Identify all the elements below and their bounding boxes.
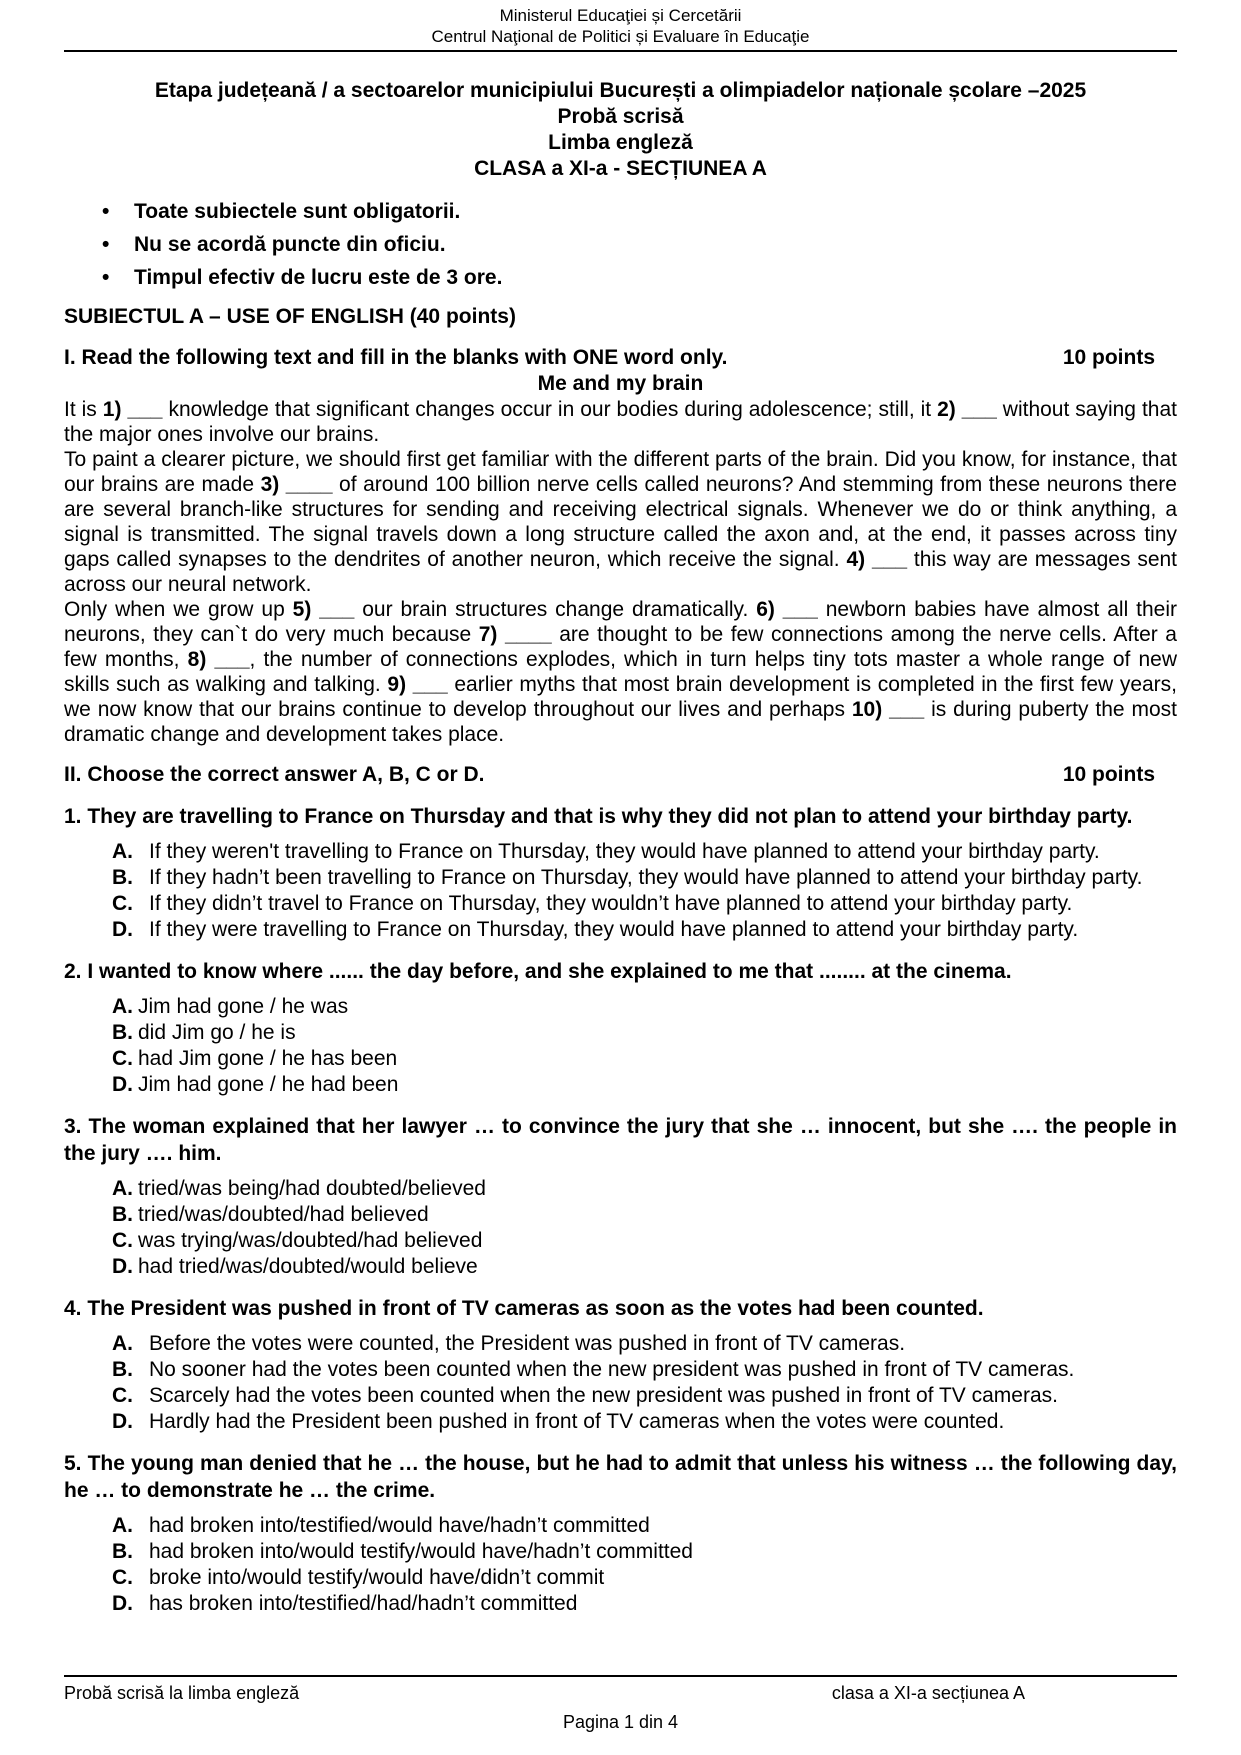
cloze-title: Me and my brain	[537, 372, 704, 395]
task1-points: 10 points	[1062, 346, 1155, 369]
cloze-blank-marker: 8) ___	[187, 648, 250, 671]
exam-rules	[64, 199, 1177, 291]
option-letter: D.	[112, 1410, 133, 1433]
task2-header	[64, 762, 1177, 788]
footer-left: Probă scrisă la limba engleză	[64, 1683, 300, 1703]
cloze-blank-marker: 2) ___	[937, 398, 997, 421]
option-text: had tried/was/doubted/would believe	[138, 1255, 478, 1278]
question-block	[64, 803, 1177, 943]
question-block	[64, 1450, 1177, 1617]
cloze-text-run: newborn babies have almost all their neurons, they can`t do very much because	[64, 598, 1177, 646]
question-stem: 3. The woman explained that her lawyer … to convince the jury that she … innocent, but she …. the people in the jury …. him.	[64, 1115, 1177, 1165]
option-letter: A.	[112, 840, 133, 863]
cloze-blank-marker: 1) ___	[102, 398, 163, 421]
question-block	[64, 1113, 1177, 1280]
option-text: has broken into/testified/had/hadn’t committed	[149, 1592, 578, 1615]
cloze-text-run: earlier myths that most brain development is completed in the first few years, we now know that our brains continue to develop throughout our lives and perhaps	[64, 673, 1178, 721]
option-letter: A.	[112, 1332, 133, 1355]
page-number: Pagina 1 din 4	[562, 1712, 679, 1732]
option-text: Hardly had the President been pushed in front of TV cameras when the votes were counted.	[149, 1410, 1005, 1433]
option-row	[112, 1591, 1177, 1617]
cloze-text-run: , the number of connections explodes, which in turn helps tiny tots master a whole range of new skills such as walking and talking.	[64, 648, 1177, 696]
question-stem: 1. They are travelling to France on Thursday and that is why they did not plan to attend your birthday party.	[64, 805, 1133, 828]
option-letter: B.	[112, 1021, 133, 1044]
option-text: tried/was/doubted/had believed	[138, 1203, 429, 1226]
cloze-blank-marker: 9) ___	[387, 673, 448, 696]
option-text: Jim had gone / he was	[138, 995, 349, 1018]
option-letter: D.	[112, 1073, 133, 1096]
option-row	[112, 1228, 1177, 1254]
exam-stage-title: Etapa județeană / a sectoarelor municipiului București a olimpiadelor naționale școlare –2025	[154, 79, 1087, 102]
cloze-blank-marker: 3) ____	[260, 473, 333, 496]
option-row	[112, 1254, 1177, 1280]
option-text: was trying/was/doubted/had believed	[138, 1229, 483, 1252]
ministry-line2: Centrul Naţional de Politici și Evaluare în Educaţie	[431, 27, 810, 46]
option-text: Jim had gone / he had been	[138, 1073, 399, 1096]
footer-rule	[64, 1675, 1177, 1677]
footer-row	[64, 1682, 1177, 1704]
option-letter: A.	[112, 1514, 133, 1537]
option-text: If they weren't travelling to France on Thursday, they would have planned to attend your birthday party.	[149, 840, 1100, 863]
option-row	[112, 1331, 1177, 1357]
options-list	[112, 1176, 1177, 1280]
exam-subject: Limba engleză	[548, 131, 693, 154]
option-letter: A.	[112, 1177, 133, 1200]
subject-a-heading: SUBIECTUL A – USE OF ENGLISH (40 points)	[64, 305, 516, 328]
options-list	[112, 1513, 1177, 1617]
cloze-text-run: without saying that the major ones involve our brains.	[64, 398, 1177, 446]
option-letter: C.	[112, 1384, 133, 1407]
cloze-text-run: is during puberty the most dramatic change and development takes place.	[64, 698, 1177, 746]
option-row	[112, 1357, 1177, 1383]
option-row	[112, 1513, 1177, 1539]
option-row	[112, 1383, 1177, 1409]
option-row	[112, 1202, 1177, 1228]
option-letter: B.	[112, 866, 133, 889]
options-list	[112, 994, 1177, 1098]
question-stem: 5. The young man denied that he … the house, but he had to admit that unless his witness … the following day, he … to demonstrate he … the crime.	[64, 1452, 1177, 1502]
option-row	[112, 1176, 1177, 1202]
option-letter: B.	[112, 1358, 133, 1381]
option-text: If they didn’t travel to France on Thursday, they wouldn’t have planned to attend your birthday party.	[149, 892, 1073, 915]
option-letter: D.	[112, 918, 133, 941]
option-row	[112, 891, 1177, 917]
cloze-text-run: Only when we grow up	[64, 598, 293, 621]
cloze-text	[64, 397, 1177, 747]
question-stem: 4. The President was pushed in front of TV cameras as soon as the votes had been counted.	[64, 1297, 984, 1320]
option-text: had Jim gone / he has been	[138, 1047, 398, 1070]
cloze-text-run: are thought to be few connections among the nerve cells. After a few months,	[64, 623, 1177, 671]
options-list	[112, 1331, 1177, 1435]
option-row	[112, 1539, 1177, 1565]
ministry-header	[64, 5, 1177, 52]
option-text: tried/was being/had doubted/believed	[138, 1177, 486, 1200]
task2-instruction: II. Choose the correct answer A, B, C or D.	[64, 763, 485, 786]
rule-item: • Nu se acordă puncte din oficiu.	[102, 232, 1177, 258]
option-text: did Jim go / he is	[138, 1021, 296, 1044]
cloze-text-run: To paint a clearer picture, we should first get familiar with the different parts of the brain. Did you know, for instance, that our brains are made	[64, 448, 1177, 496]
cloze-blank-marker: 5) ___	[292, 598, 355, 621]
option-letter: B.	[112, 1203, 133, 1226]
option-row	[112, 1020, 1177, 1046]
cloze-blank-marker: 6) ___	[756, 598, 818, 621]
task2-points: 10 points	[1062, 763, 1155, 786]
option-letter: C.	[112, 1566, 133, 1589]
task1-instruction: I. Read the following text and fill in the blanks with ONE word only.	[64, 346, 728, 369]
option-letter: A.	[112, 995, 133, 1018]
cloze-text-run: of around 100 billion nerve cells called neurons? And stemming from these neurons there are several branch-like structures for sending and receiving electrical signals. Whenever we do or think anything, a signal is transmitted. The signal travels down a long structure called the axon and, at the end, it passes across tiny gaps called synapses to the dendrites of another neuron, which receive the signal.	[64, 473, 1177, 571]
option-row	[112, 1046, 1177, 1072]
cloze-text-run: our brain structures change dramatically.	[354, 598, 757, 621]
option-row	[112, 1409, 1177, 1435]
option-text: Scarcely had the votes been counted when the new president was pushed in front of TV cameras.	[149, 1384, 1058, 1407]
option-row	[112, 1072, 1177, 1098]
option-row	[112, 917, 1177, 943]
cloze-paragraph	[64, 397, 1177, 447]
cloze-text-run: It is	[64, 398, 103, 421]
page-footer	[64, 1675, 1177, 1733]
option-letter: B.	[112, 1540, 133, 1563]
cloze-paragraph	[64, 447, 1177, 597]
option-text: If they were travelling to France on Thursday, they would have planned to attend your birthday party.	[149, 918, 1079, 941]
question-block	[64, 958, 1177, 1098]
option-letter: C.	[112, 1229, 133, 1252]
cloze-blank-marker: 7) ____	[478, 623, 552, 646]
task1-header	[64, 345, 1177, 371]
title-block	[64, 78, 1177, 182]
question-block	[64, 1295, 1177, 1435]
footer-right: clasa a XI-a secțiunea A	[831, 1683, 1025, 1703]
option-row	[112, 865, 1177, 891]
exam-type: Probă scrisă	[557, 105, 684, 128]
rule-item: • Timpul efectiv de lucru este de 3 ore.	[102, 265, 1177, 291]
cloze-text-run: knowledge that significant changes occur in our bodies during adolescence; still, it	[162, 398, 938, 421]
questions	[64, 803, 1177, 1617]
options-list	[112, 839, 1177, 943]
option-letter: D.	[112, 1592, 133, 1615]
question-stem: 2. I wanted to know where ...... the day before, and she explained to me that ........ at the cinema.	[64, 960, 1012, 983]
option-text: Before the votes were counted, the President was pushed in front of TV cameras.	[149, 1332, 906, 1355]
rule-item: • Toate subiectele sunt obligatorii.	[102, 199, 1177, 225]
cloze-paragraph	[64, 597, 1177, 747]
exam-class-section: CLASA a XI-a - SECȚIUNEA A	[474, 157, 767, 180]
option-row	[112, 1565, 1177, 1591]
option-letter: D.	[112, 1255, 133, 1278]
cloze-blank-marker: 10) ___	[851, 698, 925, 721]
option-letter: C.	[112, 1047, 133, 1070]
option-text: No sooner had the votes been counted when the new president was pushed in front of TV cameras.	[149, 1358, 1075, 1381]
cloze-blank-marker: 4) ___	[846, 548, 908, 571]
option-row	[112, 839, 1177, 865]
option-text: broke into/would testify/would have/didn’t commit	[149, 1566, 605, 1589]
cloze-text-run: this way are messages sent across our neural network.	[64, 548, 1178, 596]
option-text: If they hadn’t been travelling to France on Thursday, they would have planned to attend your birthday party.	[149, 866, 1143, 889]
option-row	[112, 994, 1177, 1020]
option-text: had broken into/testified/would have/hadn’t committed	[149, 1514, 650, 1537]
ministry-line1: Ministerul Educaţiei și Cercetării	[499, 6, 742, 25]
option-letter: C.	[112, 892, 133, 915]
option-text: had broken into/would testify/would have/hadn’t committed	[149, 1540, 693, 1563]
